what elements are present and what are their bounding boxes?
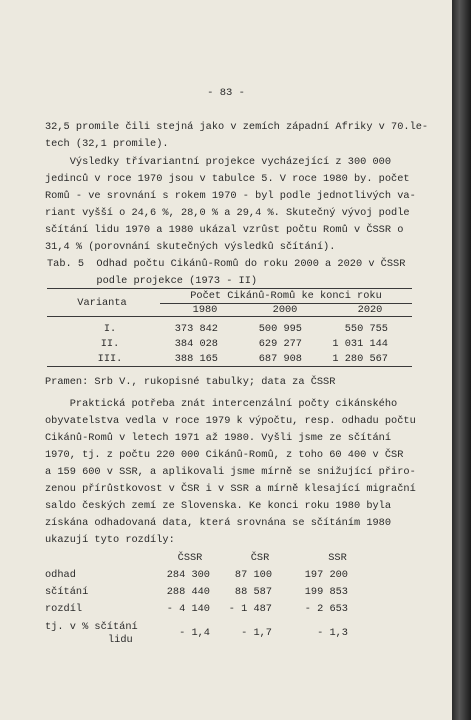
comparison-row-label: tj. v % sčítání [45,621,138,633]
paragraph-2-line: riant vyšší o 24,6 %, 28,0 % a 29,4 %. Skutečný vývoj podle [45,207,410,219]
comparison-cell: 284 300 [166,569,210,581]
table-cell: 384 028 [174,338,218,350]
table-year-header: 2000 [272,304,298,316]
table-cell: 500 995 [258,323,302,335]
page-number: - 83 - [207,87,245,99]
table-caption: Tab. 5 Odhad počtu Cikánů-Romů do roku 2000 a 2020 v ČSSR [47,258,406,270]
table-cell: 373 842 [174,323,218,335]
paragraph-2-line: Romů - ve srovnání s rokem 1970 - byl podle jednotlivých va- [45,190,416,202]
paragraph-3-line: zenou přírůstkovost v ČSR i v SSR a mírně klesající migrační [45,483,416,495]
comparison-cell: - 1,7 [241,627,272,639]
paragraph-3-line: a 159 600 v SSR, a aplikovali jsme mírně se snižující přiro- [45,466,416,478]
table-source: Pramen: Srb V., rukopisné tabulky; data za ČSSR [45,376,336,388]
paragraph-2-line: sčítání lidu 1970 a 1980 ukázal vzrůst počtu Romů v ČSSR o [45,224,404,236]
table-row-variant: I. [103,323,117,335]
comparison-header: ČSSR [177,552,203,564]
table-year-header: 1980 [192,304,218,316]
paragraph-3-line: obyvatelstva vedla v roce 1979 k výpočtu, resp. odhadu počtu [45,415,416,427]
comparison-row-label: sčítání [45,586,89,598]
table-group-header: Počet Cikánů-Romů ke konci roku [190,290,382,302]
table-cell: 1 031 144 [332,338,388,350]
book-binding-edge [452,0,471,720]
paragraph-3-line: saldo českých zemí ze Slovenska. Ke konci roku 1980 byla [45,500,392,512]
paragraph-2-line: jedinců v roce 1970 jsou v tabulce 5. V roce 1980 by. počet [45,173,410,185]
comparison-header: ČSR [250,552,270,564]
table-year-header: 2020 [357,304,383,316]
paragraph-2-line: Výsledky třívariantní projekce vycházející z 300 000 [45,156,392,168]
paragraph-2-line: 31,4 % (porovnání skutečných výsledků sčítání). [45,241,336,253]
comparison-cell: - 1,3 [317,627,348,639]
table-top-rule [47,288,412,289]
paragraph-3-line: 1970, tj. z počtu 220 000 Cikánů-Romů, z toho 60 400 v ČSR [45,449,404,461]
paragraph-3-line: ukazují tyto rozdíly: [45,534,175,546]
table-variant-header: Varianta [77,297,127,309]
table-cell: 687 908 [258,353,302,365]
comparison-header: SSR [328,552,347,564]
comparison-cell: - 4 140 [166,603,210,615]
comparison-row-label: rozdíl [45,603,83,615]
table-row-variant: III. [97,353,123,365]
comparison-cell: 288 440 [166,586,210,598]
table-header-rule [47,316,412,317]
comparison-cell: 87 100 [234,569,272,581]
comparison-cell: - 1,4 [179,627,210,639]
comparison-cell: 199 853 [304,586,348,598]
paragraph-1-line: tech (32,1 promile). [45,138,169,150]
table-cell: 550 755 [344,323,388,335]
paragraph-3-line: Praktická potřeba znát intercenzální počty cikánského [45,398,398,410]
paragraph-1-line: 32,5 promile čili stejná jako v zemích západní Afriky v 70.le- [45,121,429,133]
comparison-cell: - 2 653 [304,603,348,615]
table-cell: 388 165 [174,353,218,365]
paragraph-3-line: Cikánů-Romů v letech 1971 až 1980. Vyšli jsme ze sčítání [45,432,392,444]
table-row-variant: II. [100,338,120,350]
table-cell: 629 277 [258,338,302,350]
comparison-row-label: odhad [45,569,76,581]
comparison-cell: 88 587 [234,586,272,598]
comparison-cell: - 1 487 [228,603,272,615]
comparison-row-label: lidu [108,634,133,646]
table-caption: podle projekce (1973 - II) [47,275,258,287]
table-cell: 1 280 567 [332,353,388,365]
comparison-cell: 197 200 [304,569,348,581]
table-bottom-rule [47,366,412,367]
paragraph-3-line: získána odhadovaná data, která srovnána se sčítáním 1980 [45,517,392,529]
